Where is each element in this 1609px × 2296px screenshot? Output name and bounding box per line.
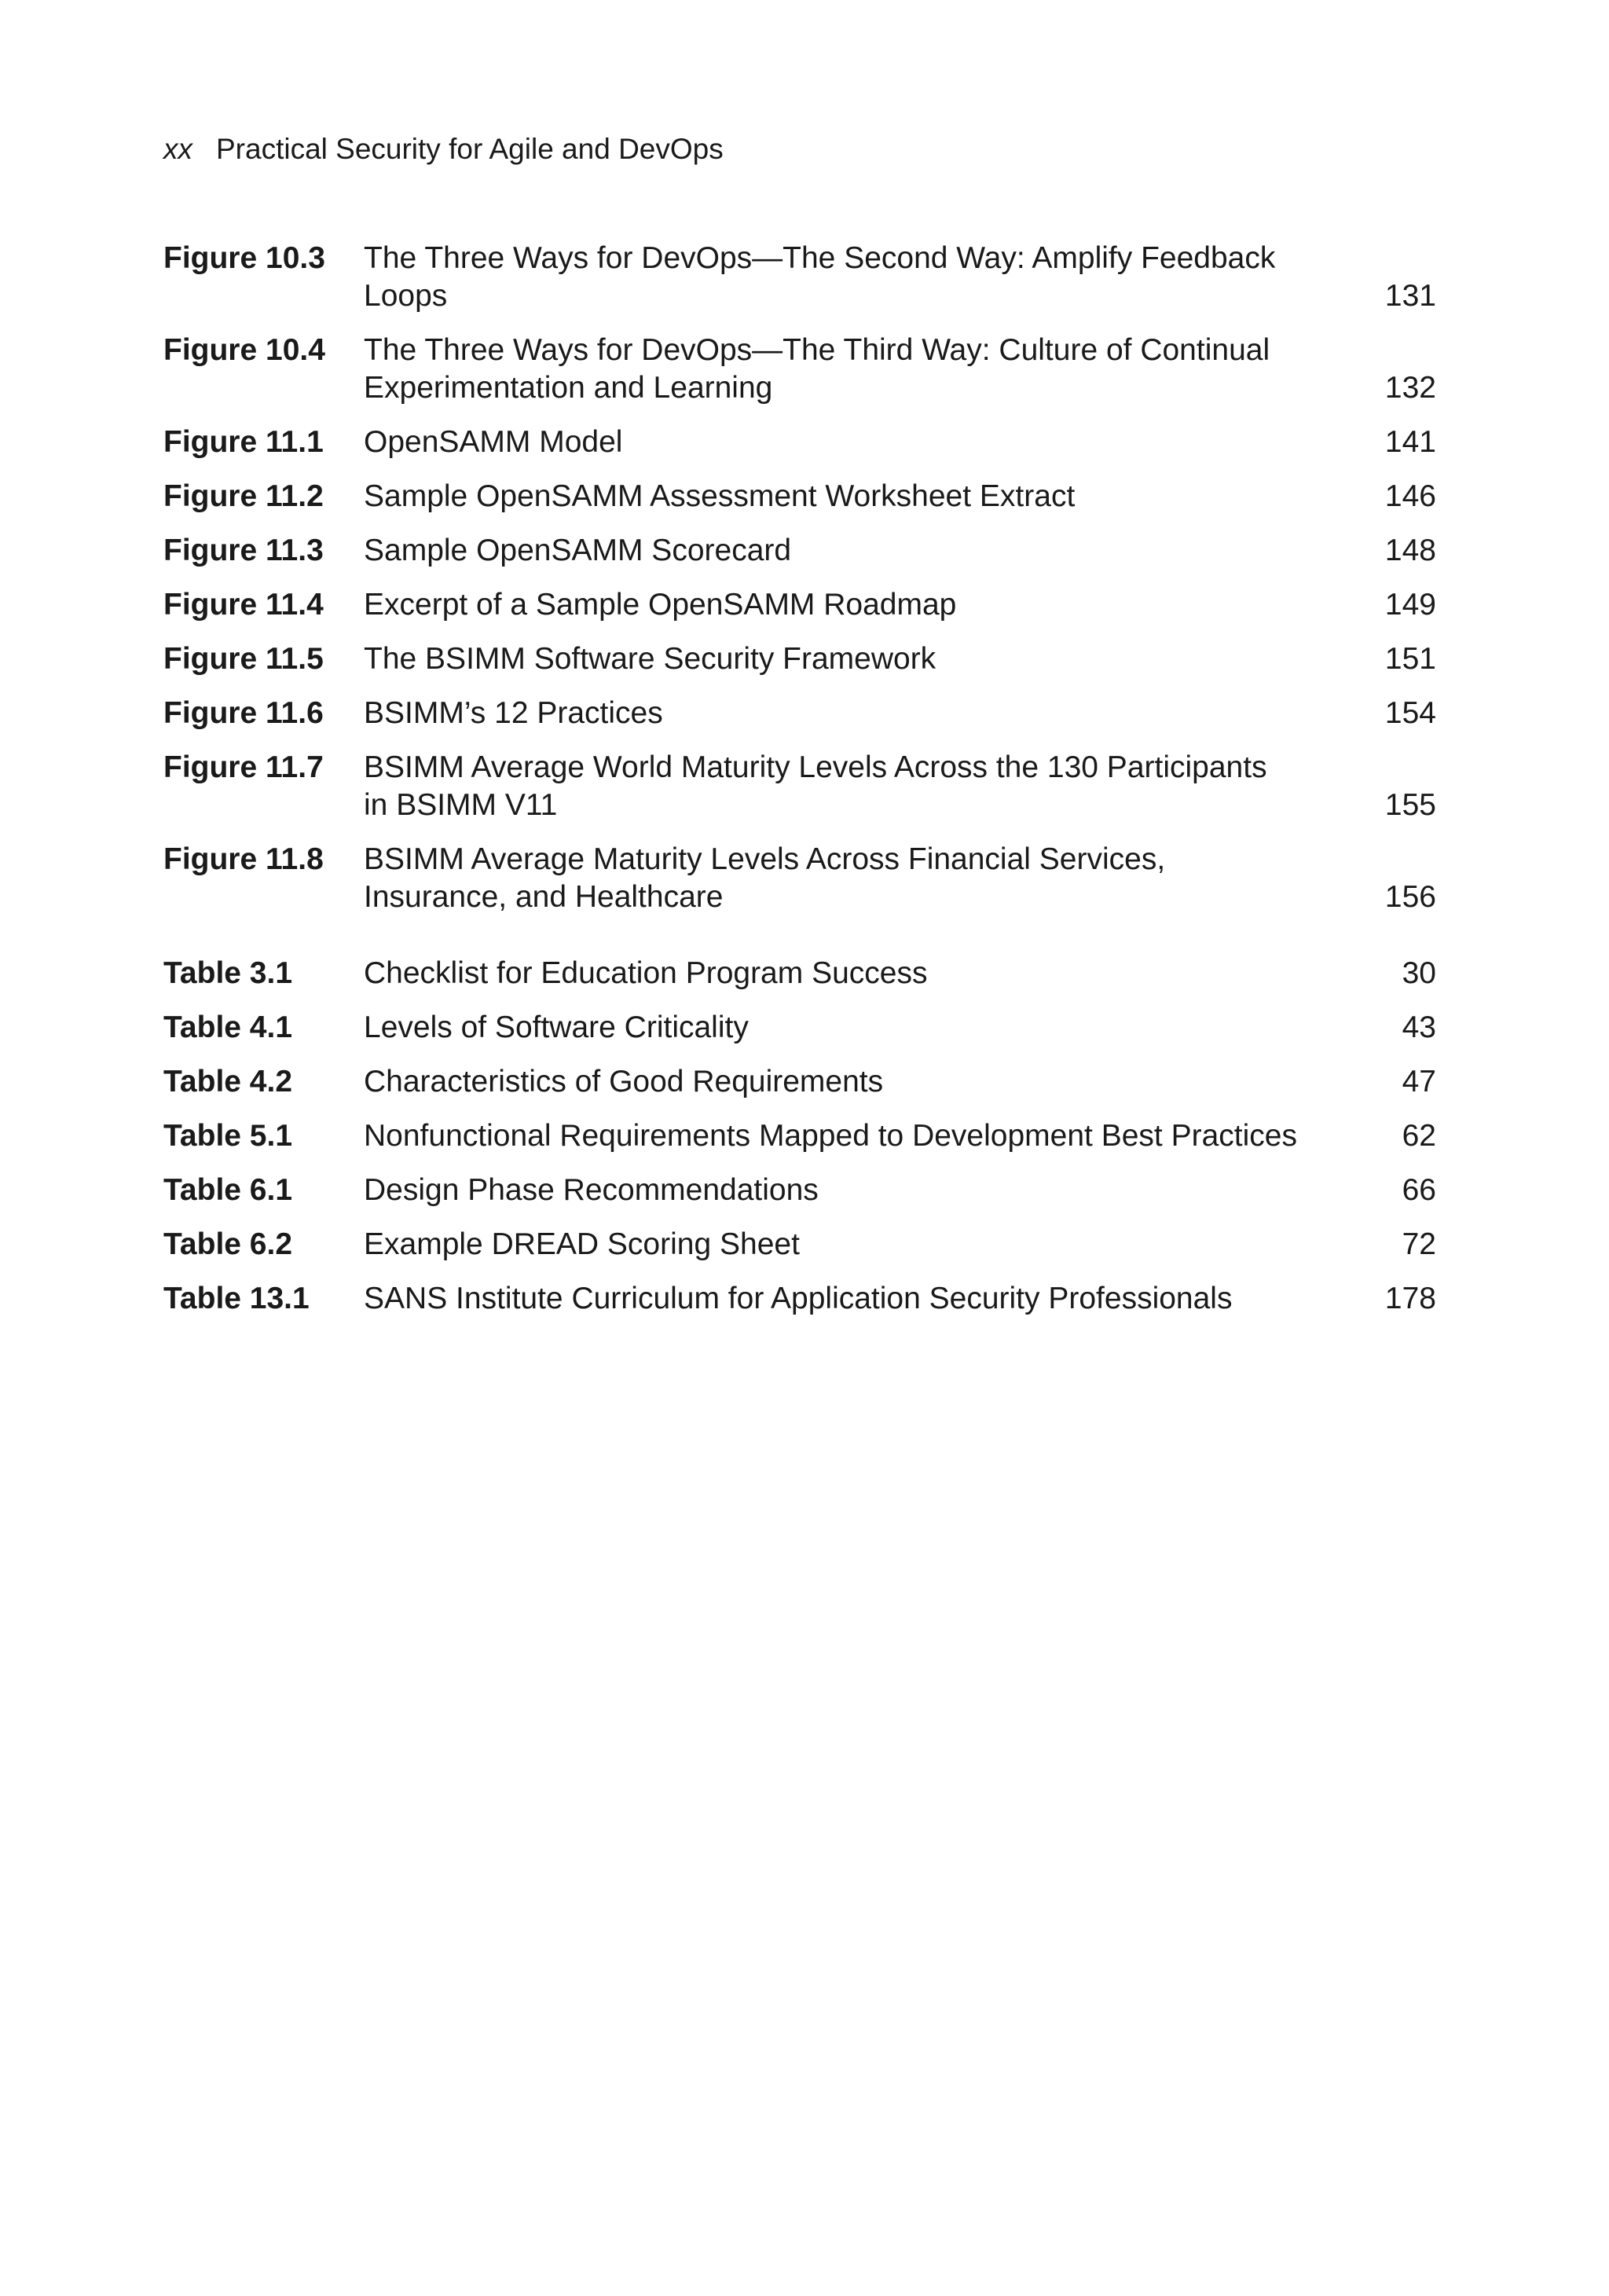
entry-page-number: 151 — [1384, 642, 1436, 676]
running-head — [163, 130, 724, 168]
entry-title-line: SANS Institute Curriculum for Application Security Professionals — [364, 1282, 1233, 1315]
entry-page-number: 62 — [1402, 1119, 1436, 1153]
entry-page-number: 132 — [1384, 371, 1436, 405]
entry-title — [364, 1226, 1389, 1264]
table-entry — [163, 1226, 1436, 1264]
entry-title-line: Design Phase Recommendations — [364, 1173, 819, 1207]
entry-page-number: 131 — [1384, 279, 1436, 313]
entry-title — [364, 586, 1389, 624]
entry-title-line: Sample OpenSAMM Assessment Worksheet Extract — [364, 479, 1076, 513]
entry-page-number: 155 — [1384, 788, 1436, 822]
figure-entry — [163, 478, 1436, 515]
tables-list — [163, 955, 1436, 1318]
entry-title — [364, 1063, 1389, 1101]
entry-label: Table 5.1 — [163, 1119, 293, 1153]
entry-title-line: The Three Ways for DevOps—The Third Way: Culture of Continual — [364, 333, 1270, 367]
entry-label: Figure 11.5 — [163, 642, 324, 676]
entry-label: Figure 11.4 — [163, 588, 324, 622]
entry-title — [364, 1172, 1389, 1209]
table-entry — [163, 1063, 1436, 1101]
entry-title — [364, 640, 1389, 678]
entry-page-number: 146 — [1384, 479, 1436, 513]
entry-label: Figure 11.8 — [163, 842, 324, 876]
entry-label: Figure 11.3 — [163, 534, 324, 567]
entry-title — [364, 1117, 1389, 1155]
entry-page-number: 149 — [1384, 588, 1436, 622]
entry-page-number: 30 — [1402, 956, 1436, 990]
entry-title-line: The BSIMM Software Security Framework — [364, 642, 936, 676]
table-entry — [163, 1117, 1436, 1155]
entry-label: Figure 10.4 — [163, 333, 325, 367]
entry-page-number: 148 — [1384, 534, 1436, 567]
entry-label: Figure 11.2 — [163, 479, 324, 513]
entry-title — [364, 478, 1389, 515]
entry-label: Figure 11.7 — [163, 750, 324, 784]
list-of-illustrations — [163, 240, 1436, 1334]
entry-title-line: Characteristics of Good Requirements — [364, 1065, 884, 1098]
figure-entry — [163, 695, 1436, 732]
entry-title-line: Sample OpenSAMM Scorecard — [364, 534, 792, 567]
figure-entry — [163, 749, 1436, 824]
book-title: Practical Security for Agile and DevOps — [216, 133, 724, 165]
entry-page-number: 178 — [1384, 1282, 1436, 1315]
figure-entry — [163, 586, 1436, 624]
figure-entry — [163, 424, 1436, 461]
entry-title-line: BSIMM’s 12 Practices — [364, 696, 663, 730]
entry-label: Table 4.2 — [163, 1065, 293, 1098]
entry-label: Figure 11.1 — [163, 425, 324, 459]
entry-title-line: Insurance, and Healthcare — [364, 880, 724, 914]
entry-title — [364, 424, 1389, 461]
entry-title-line: Checklist for Education Program Success — [364, 956, 928, 990]
entry-title-line: Experimentation and Learning — [364, 371, 773, 405]
entry-title-line: BSIMM Average Maturity Levels Across Financial Services, — [364, 842, 1166, 876]
entry-title — [364, 955, 1389, 992]
entry-title — [364, 332, 1389, 407]
page-folio: xx — [163, 133, 192, 165]
entry-page-number: 72 — [1402, 1227, 1436, 1261]
entry-title-line: Loops — [364, 279, 448, 313]
entry-label: Table 3.1 — [163, 956, 293, 990]
entry-page-number: 154 — [1384, 696, 1436, 730]
entry-title-line: in BSIMM V11 — [364, 788, 558, 822]
figure-entry — [163, 332, 1436, 407]
entry-label: Figure 10.3 — [163, 241, 325, 275]
figure-entry — [163, 640, 1436, 678]
entry-label: Table 4.1 — [163, 1010, 293, 1044]
figure-entry — [163, 841, 1436, 916]
entry-title — [364, 1009, 1389, 1047]
entry-page-number: 47 — [1402, 1065, 1436, 1098]
entry-title — [364, 749, 1389, 824]
group-divider — [163, 933, 1436, 955]
entry-title-line: Excerpt of a Sample OpenSAMM Roadmap — [364, 588, 957, 622]
entry-title — [364, 240, 1389, 315]
entry-page-number: 156 — [1384, 880, 1436, 914]
entry-page-number: 141 — [1384, 425, 1436, 459]
entry-title — [364, 695, 1389, 732]
entry-title-line: The Three Ways for DevOps—The Second Way: Amplify Feedback — [364, 241, 1276, 275]
entry-title — [364, 841, 1389, 916]
entry-title — [364, 1280, 1389, 1318]
entry-title-line: OpenSAMM Model — [364, 425, 623, 459]
entry-page-number: 43 — [1402, 1010, 1436, 1044]
entry-title-line: Example DREAD Scoring Sheet — [364, 1227, 800, 1261]
entry-label: Table 6.1 — [163, 1173, 293, 1207]
figure-entry — [163, 532, 1436, 570]
table-entry — [163, 1280, 1436, 1318]
table-entry — [163, 1009, 1436, 1047]
entry-title-line: BSIMM Average World Maturity Levels Across the 130 Participants — [364, 750, 1267, 784]
table-entry — [163, 955, 1436, 992]
table-entry — [163, 1172, 1436, 1209]
figure-entry — [163, 240, 1436, 315]
entry-label: Figure 11.6 — [163, 696, 324, 730]
figures-list — [163, 240, 1436, 916]
entry-title — [364, 532, 1389, 570]
entry-title-line: Levels of Software Criticality — [364, 1010, 749, 1044]
entry-label: Table 6.2 — [163, 1227, 293, 1261]
entry-label: Table 13.1 — [163, 1282, 310, 1315]
entry-page-number: 66 — [1402, 1173, 1436, 1207]
entry-title-line: Nonfunctional Requirements Mapped to Development Best Practices — [364, 1119, 1297, 1153]
